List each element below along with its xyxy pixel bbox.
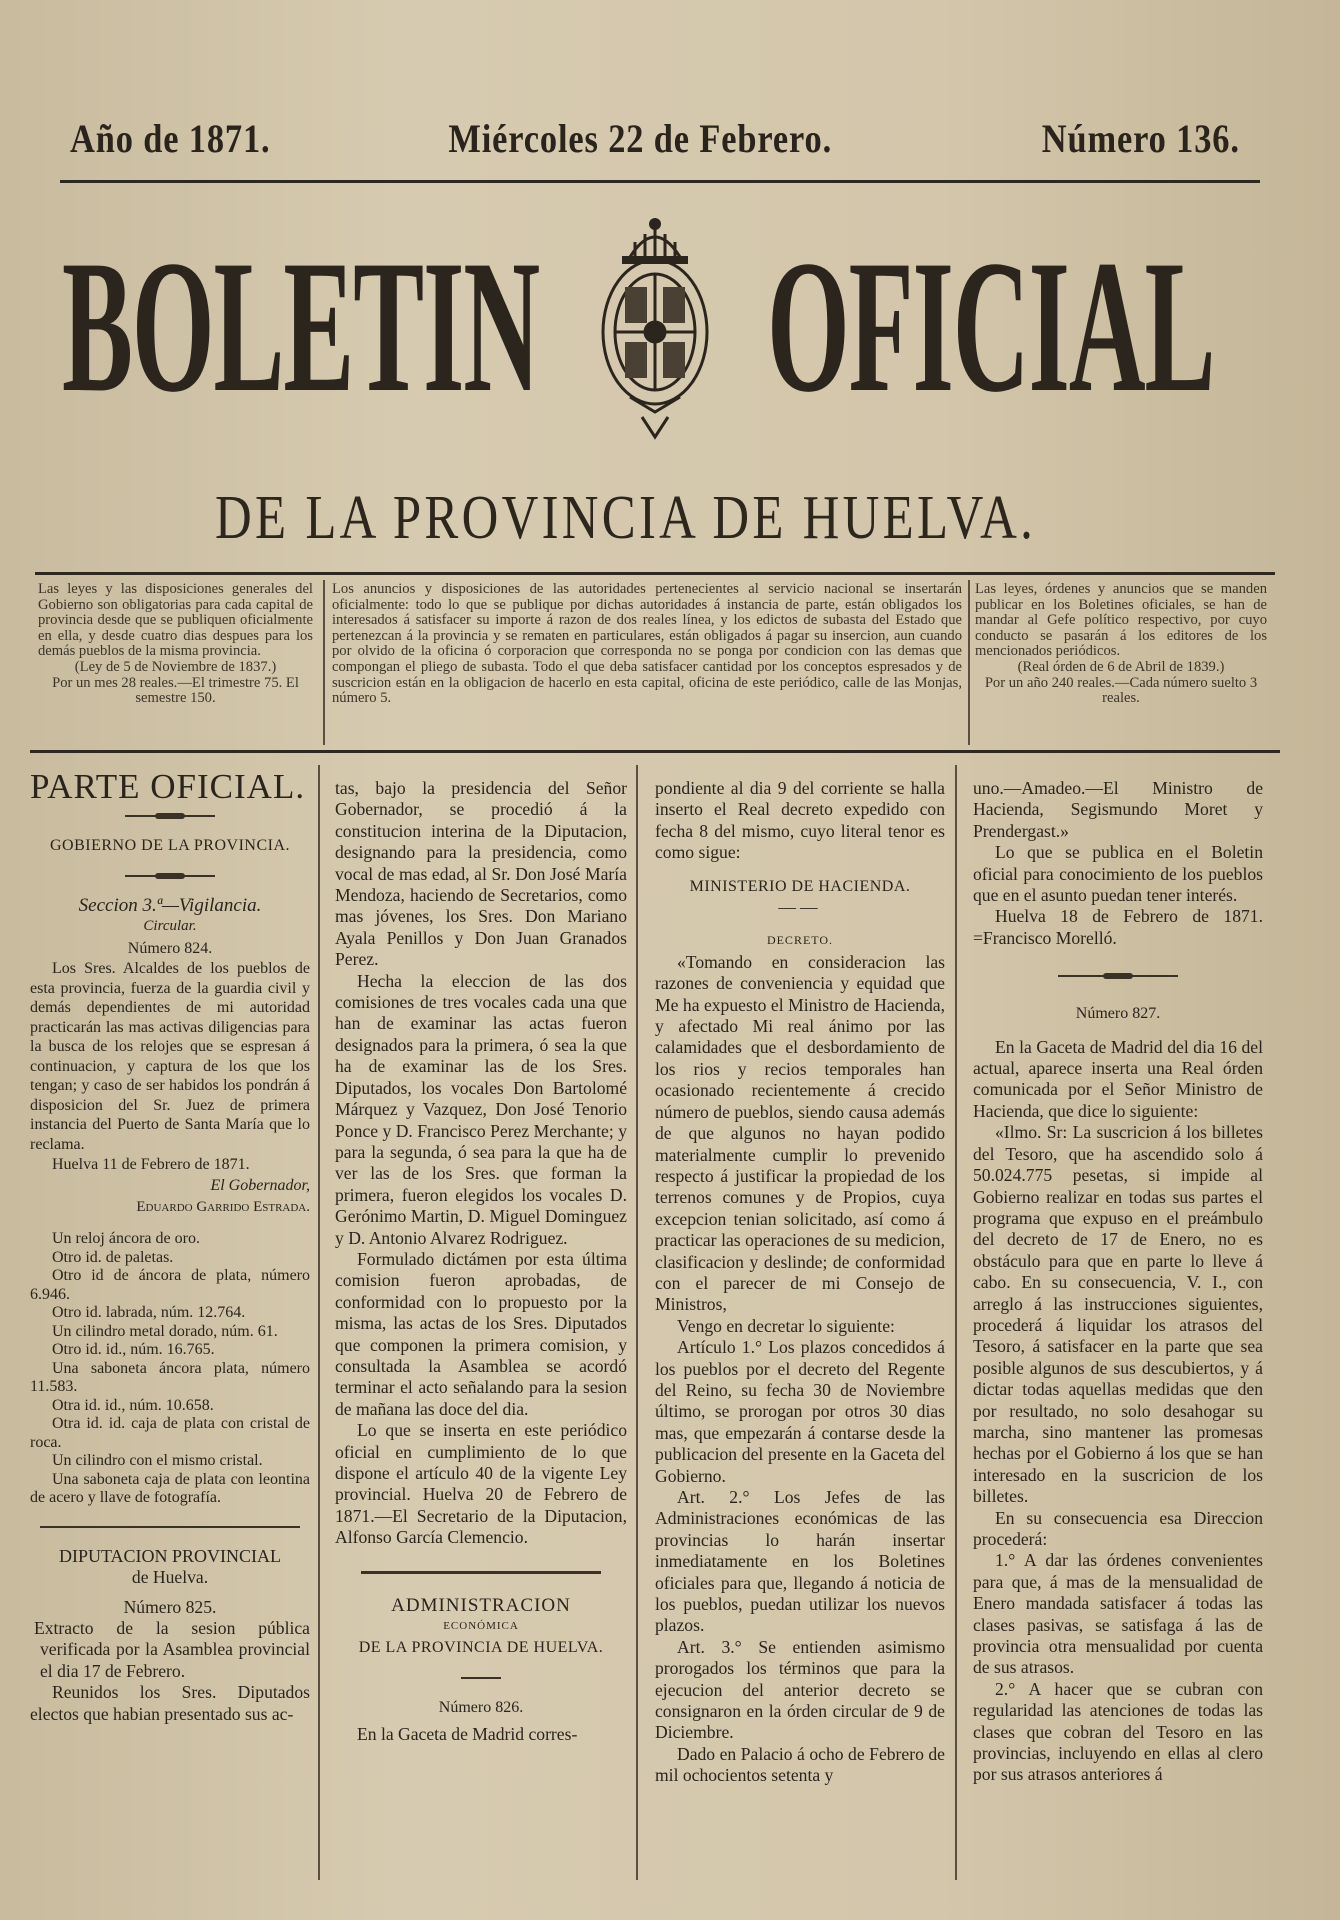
number-826: Número 826. (438, 1698, 524, 1716)
col4-para-8: 2.° A hacer que se cubran con regularidad las atenciones de todas las clases que cobran del Tesoro en las provincias, incluyendo en ellas al clero por sus atrasos anteriores á (973, 1678, 1263, 1785)
info-left (38, 582, 313, 707)
column-4 (973, 778, 1263, 1786)
number-824: Número 824. (127, 939, 213, 957)
gobernador-name: Eduardo Garrido Estrada. (136, 1198, 310, 1215)
gobernador-title: El Gobernador, (210, 1177, 310, 1195)
info-left-price: Por un mes 28 reales.—El trimestre 75. El semestre 150. (52, 674, 299, 707)
issue-number: Número 136. (1041, 116, 1240, 161)
parte-oficial-heading: PARTE OFICIAL. (30, 767, 306, 806)
info-right (975, 582, 1267, 707)
seccion-heading: Seccion 3.ª—Vigilancia. (78, 894, 262, 916)
list-item: Otro id. labrada, núm. 12.764. (52, 1304, 246, 1322)
list-item: Un cilindro con el mismo cristal. (52, 1452, 263, 1470)
article-824-body: Los Sres. Alcaldes de los pueblos de esta provincia, fuerza de la guardia civil y demás dependientes de mi autoridad practicarán las mas activas diligencias para la busca de los relojes que se espresan á continuacion, y captura de los que los tengan; y caso de ser habidos los pondrán á disposicion del Sr. Juez de primera instancia del Puerto de Santa María que lo reclama. (30, 960, 310, 1153)
column-divider-3 (955, 765, 957, 1880)
col3-para-2: «Tomando en consideracion las razones de conveniencia y equidad que Me ha expuesto el Ministro de Hacienda, y afectado Mi real ánimo por las calamidades que el desbordamiento de los rios y recios temporales han ocasionado recientemente á crecido número de pueblos, siendo causa además de que algunos no hayan podido materialmente cumplir lo prevenido respecto á justificar la propiedad de los terrenos comunes y de Propios, cuya excepcion tenian solicitado, así como á practicar las operaciones de su medicion, clasificacion y deslinde; de conformidad con el parecer de mi Consejo de Ministros, (655, 951, 945, 1315)
article-825-body: Reunidos los Sres. Diputados electos que habian presentado sus ac- (30, 1682, 310, 1724)
list-item: Otro id. de paletas. (52, 1248, 174, 1266)
info-top-rule (35, 572, 1275, 575)
gobierno-heading: GOBIERNO DE LA PROVINCIA. (49, 837, 291, 855)
column-1 (30, 767, 310, 1725)
list-item: Una saboneta áncora plata, número 11.583. (30, 1359, 310, 1396)
year-label: Año de 1871. (70, 116, 271, 161)
diputacion-subheading: de Huelva. (131, 1567, 209, 1588)
top-rule (60, 180, 1260, 183)
col4-para-3: Huelva 18 de Febrero de 1871. =Francisco Morelló. (973, 906, 1263, 948)
ministerio-heading: MINISTERIO DE HACIENDA. (689, 877, 911, 895)
ornament-divider (335, 1567, 627, 1577)
column-divider-1 (318, 765, 320, 1880)
list-item: Otro id. id., núm. 16.765. (52, 1341, 215, 1359)
col4-para-7: 1.° A dar las órdenes convenientes para que, á mas de la mensualidad de Enero mandada satisfacer á todas las clases pasivas, se satisfaga á las de provincia otra mensualidad por cuenta de sus atrasos. (973, 1550, 1263, 1678)
column-2 (335, 778, 627, 1746)
list-item: Otro id de áncora de plata, número 6.946. (30, 1267, 310, 1303)
col4-para-4: En la Gaceta de Madrid del dia 16 del actual, aparece inserta una Real órden comunicada por el Señor Ministro de Hacienda, que dice lo siguiente: (973, 1036, 1263, 1121)
col2-para-3: Formulado dictámen por esta última comision fueron aprobadas, de conformidad con lo propuesto por la misma, las actas de los Sres. Diputados que componen la primera comision, y consultada la Asamblea se acordó terminar el acto señalando para la sesion de mañana las doce del dia. (335, 1248, 627, 1419)
ornament-divider (335, 1673, 627, 1683)
col3-para-6: Art. 3.° Se entienden asimismo prorogados los términos que para la ejecucion del anterior decreto se consignaron en la órden circular de 9 de Diciembre. (655, 1636, 945, 1743)
royal-crest-icon (590, 212, 720, 452)
watch-list (30, 1230, 310, 1508)
info-divider-2 (968, 580, 970, 745)
info-right-law: (Real órden de 6 de Abril de 1839.) (1017, 658, 1225, 675)
masthead-word-boletin: BOLETIN (62, 222, 540, 432)
col2-para-4: Lo que se inserta en este periódico oficial en cumplimiento de lo que dispone el artículo 40 de la vigente Ley provincial. Huelva 20 de Febrero de 1871.—El Secretario de la Diputacion, Alfonso García Clemencio. (335, 1420, 627, 1548)
col4-para-1: uno.—Amadeo.—El Ministro de Hacienda, Segismundo Moret y Prendergast.» (973, 778, 1263, 841)
ornament-divider (30, 1522, 310, 1532)
masthead-word-oficial: OFICIAL (767, 222, 1215, 432)
dash-divider: —— (778, 897, 822, 918)
extracto-heading: Extracto de la sesion pública verificada por la Asamblea provincial el dia 17 de Febrero. (34, 1617, 310, 1681)
col3-para-7: Dado en Palacio á ocho de Febrero de mil ochocientos setenta y (655, 1743, 945, 1786)
col4-para-5: «Ilmo. Sr: La suscricion á los billetes del Tesoro, que ha ascendido solo á 50.024.775 pesetas, si impide al Gobierno realizar en todas sus partes el programa que expuso en el preámbulo del decreto de 17 de Enero, no es obstáculo para que en parte lo lleve á cabo. En su consecuencia, V. I., con arreglo á las instrucciones siguientes, procederá á liquidar los atrasos del Tesoro, á satisfacer en la parte que sea posible algunos de sus descubiertos, y á dictar todas aquellas medidas que den por resultado, no solo desahogar su marcha, sino mantener las promesas hechas por el Gobierno á los que se han interesado en la suscricion de los billetes. (973, 1122, 1263, 1507)
circular-label: Circular. (143, 918, 197, 935)
number-825: Número 825. (123, 1596, 217, 1617)
provincia-label: DE LA PROVINCIA DE HUELVA. (358, 1639, 604, 1657)
list-item: Otra id. id. caja de plata con cristal de roca. (30, 1415, 310, 1451)
col2-para-5: En la Gaceta de Madrid corres- (357, 1724, 578, 1745)
info-left-text: Las leyes y las disposiciones generales del Gobierno son obligatorias para cada capital de provincia desde que se publiquen oficialmente en ella, y desde cuatro dias despues para los demás pueblos de la misma provincia. (38, 581, 313, 660)
info-center-text: Los anuncios y disposiciones de las autoridades pertenecientes al servicio nacional se insertarán oficialmente: todo lo que se publique por dichas autoridades á instancia de parte, están obligados los interesados á satisfacer su importe á razon de dos reales línea, y los edictos de subasta del Estado que pertenezcan á la provincia y se rematen en particulares, están obligados á pagar su insercion, aun cuando por olvido de la oficina ó corporacion que corresponda no se ponga por condicion con las demas que compongan el pliego de subasta. Todo el que deba satisfacer cantidad por los conceptos espresados y de suscricion están en la obligacion de hacerlo en esta capital, oficina de este periódico, calle de las Monjas, número 5. (332, 581, 962, 707)
col3-para-1: pondiente al dia 9 del corriente se halla inserto el Real decreto expedido con fecha 8 del mismo, cuyo literal tenor es como sigue: (655, 778, 945, 863)
list-item: Una saboneta caja de plata con leontina de acero y llave de fotografía. (30, 1470, 310, 1507)
ornament-divider (30, 871, 310, 881)
list-item: Un cilindro metal dorado, núm. 61. (52, 1322, 278, 1340)
masthead (62, 222, 1215, 432)
info-right-text: Las leyes, órdenes y anuncios que se manden publicar en los Boletines oficiales, se han de mandar al Gefe político respectivo, por cuyo conducto se pasarán á los editores de los mencionados periódicos. (975, 581, 1267, 660)
col4-para-6: En su consecuencia esa Direccion procederá: (973, 1507, 1263, 1549)
info-left-law: (Ley de 5 de Noviembre de 1837.) (74, 658, 277, 675)
number-827: Número 827. (1075, 1005, 1161, 1023)
list-item: Un reloj áncora de oro. (52, 1230, 200, 1248)
article-824-date: Huelva 11 de Febrero de 1871. (52, 1156, 250, 1174)
col4-para-2: Lo que se publica en el Boletin oficial para conocimiento de los pueblos que en el asunto puedan tener interés. (973, 842, 1263, 906)
col3-para-4: Artículo 1.° Los plazos concedidos á los pueblos por el decreto del Regente del Reino, su fecha 30 de Noviembre último, se prorogan por otros 30 dias mas, que empezarán á contarse desde la publicacion del presente en la Gaceta del Gobierno. (655, 1337, 945, 1486)
date-label: Miércoles 22 de Febrero. (448, 116, 833, 161)
col3-para-3: Vengo en decretar lo siguiente: (677, 1315, 895, 1336)
ornament-divider (30, 811, 310, 821)
decreto-heading: DECRETO. (766, 933, 834, 948)
column-divider-2 (636, 765, 638, 1880)
col3-para-5: Art. 2.° Los Jefes de las Administraciones económicas de las provincias lo harán insertar inmediatamente en los Boletines oficiales para que, llegando á noticia de los pueblos, puedan utilizar los nuevos plazos. (655, 1487, 945, 1636)
col2-para-1: tas, bajo la presidencia del Señor Gobernador, se procedió á la constitucion interina de la Diputacion, designando para la presidencia, como vocal de mas edad, al Sr. Don José María Mendoza, haciendo de Secretarios, como mas jóvenes, los Sres. Don Mariano Ayala Penillos y Don Juan Granados Perez. (335, 778, 627, 970)
masthead-subtitle: DE LA PROVINCIA DE HUELVA. (215, 484, 1037, 552)
ornament-divider (973, 971, 1263, 981)
col2-para-2: Hecha la eleccion de las dos comisiones de tres vocales cada una que han de examinar las actas fueron designados para la primera, ó sea la que ha de examinar las de los Sres. Diputados, los vocales Don Bartolomé Márquez y Vazquez, Don José Tenorio Ponce y D. Francisco Perez Merchante; y para la segunda, ó sea para la que ha de ver las de los Sres. que forman la primera, fueron elegidos los vocales D. Gerónimo Martin, D. Miguel Dominguez y D. Antonio Alvarez Rodriguez. (335, 970, 627, 1248)
column-3 (655, 778, 945, 1787)
info-divider-1 (323, 580, 325, 745)
info-right-price: Por un año 240 reales.—Cada número suelto 3 reales. (984, 674, 1258, 707)
diputacion-heading: DIPUTACION PROVINCIAL (58, 1545, 282, 1566)
economica-label: ECONÓMICA (443, 1620, 519, 1633)
list-item: Otra id. id., núm. 10.658. (52, 1396, 214, 1414)
info-center (332, 582, 962, 707)
columns-top-rule (30, 750, 1280, 753)
administracion-heading: ADMINISTRACION (391, 1594, 571, 1616)
